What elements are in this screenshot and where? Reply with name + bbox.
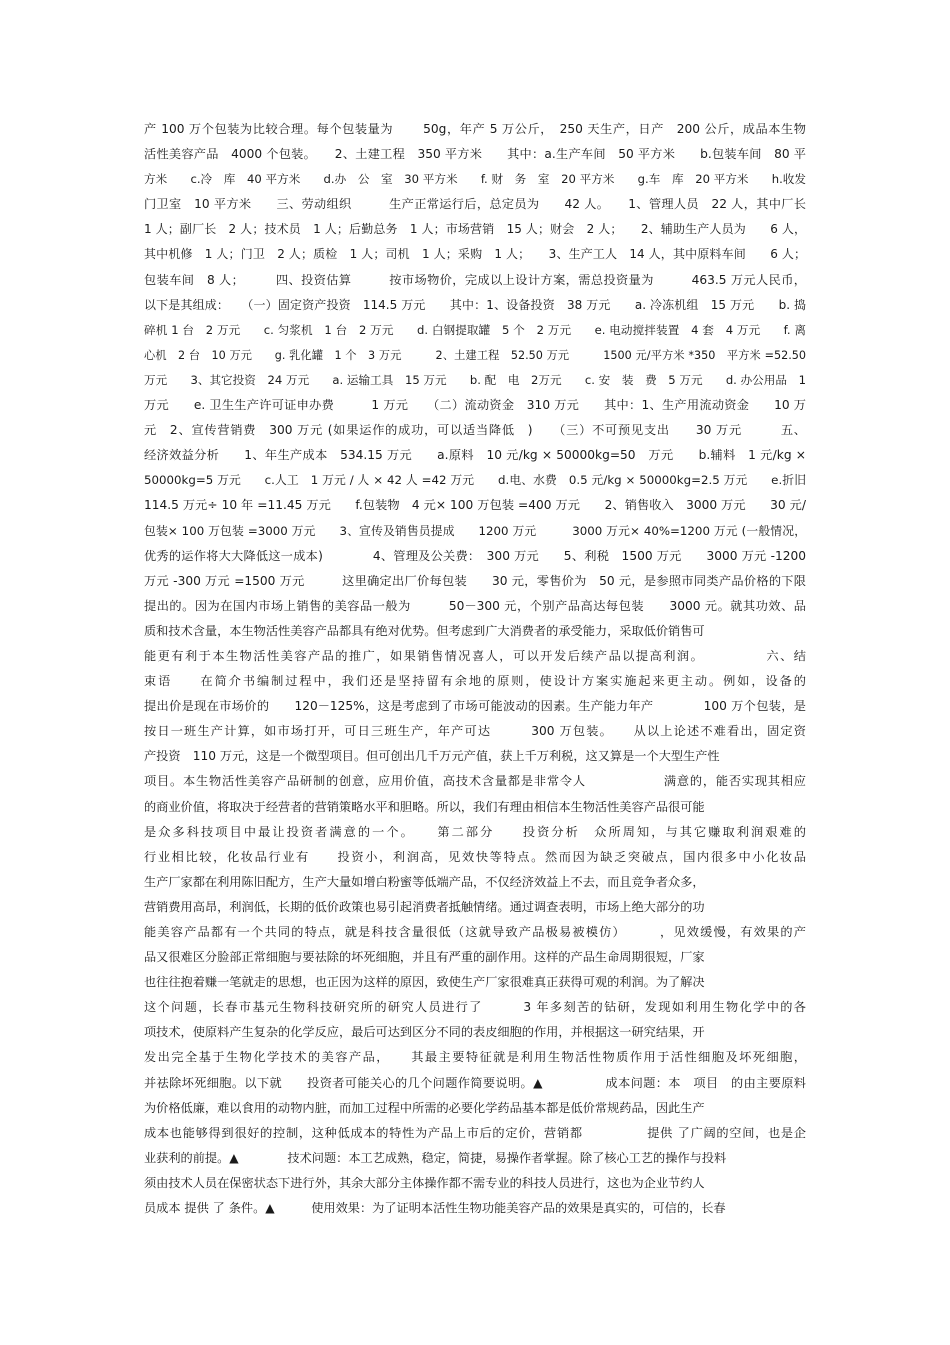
- text-line: 营销费用高昂，利润低，长期的低价政策也易引起消费者抵触情绪。通过调查表明，市场上绝大部分的功: [144, 899, 705, 914]
- text-line: 提出价是现在市场价的 120－125%，这是考虑到了市场可能波动的因素。生产能力年产 100 万个包装，是: [144, 699, 806, 714]
- text-line: 生产厂家都在利用陈旧配方，生产大量如增白粉蜜等低端产品，不仅经济效益上不去，而且竞争者众多，: [144, 874, 705, 889]
- text-line: 须由技术人员在保密状态下进行外，其余大部分主体操作都不需专业的科技人员进行，这也为企业节约人: [144, 1175, 705, 1190]
- text-line: 发出完全基于生物化学技术的美容产品， 其最主要特征就是利用生物活性物质作用于活性细胞及坏死细胞，: [144, 1050, 806, 1065]
- text-line: 束语 在简介书编制过程中，我们还是坚持留有余地的原则，使设计方案实施起来更主动。例如，设备的: [144, 674, 806, 689]
- text-line: 能更有利于本生物活性美容产品的推广，如果销售情况喜人，可以开发后续产品以提高利润。 六、结: [144, 648, 806, 663]
- text-line: 按日一班生产计算，如市场打开，可日三班生产，年产可达 300 万包装。 从以上论述不难看出，固定资: [144, 724, 806, 739]
- text-line: 也往往抱着赚一笔就走的思想，也正因为这样的原因，致使生产厂家很难真正获得可观的利润。为了解决: [144, 975, 705, 990]
- text-line: 行业相比较，化妆品行业有 投资小，利润高，见效快等特点。然而因为缺乏突破点，国内很多中小化妆品: [144, 849, 806, 864]
- text-line: 能美容产品都有一个共同的特点，就是科技含量很低（这就导致产品极易被模仿） ，见效缓慢，有效果的产: [144, 925, 806, 939]
- text-line: 114.5 万元÷ 10 年 =11.45 万元 f.包装物 4 元× 100 万包装 =400 万元 2、销售收入 3000 万元 30 元/: [144, 498, 806, 513]
- text-line: 并祛除坏死细胞。以下就 投资者可能关心的几个问题作简要说明。▲ 成本问题：本 项目 的由主要原料: [144, 1075, 806, 1090]
- text-line: 方米 c.冷 库 40 平方米 d.办 公 室 30 平方米 f. 财 务 室 20 平方米 g.车 库 20 平方米 h.收发: [144, 172, 806, 187]
- text-line: 碎机 1 台 2 万元 c. 匀浆机 1 台 2 万元 d. 白钢提取罐 5 个 2 万元 e. 电动搅拌装置 4 套 4 万元 f. 离: [144, 322, 806, 337]
- text-line: 门卫室 10 平方米 三、劳动组织 生产正常运行后，总定员为 42 人。 1、管理人员 22 人，其中厂长: [144, 197, 806, 212]
- text-line: 产 100 万个包装为比较合理。每个包装量为 50g，年产 5 万公斤， 250 天生产，日产 200 公斤，成品本生物: [144, 122, 806, 136]
- document-body: [144, 117, 806, 1221]
- text-line: 心机 2 台 10 万元 g. 乳化罐 1 个 3 万元 2、土建工程 52.50 万元 1500 元/平方米 *350 平方米 =52.50: [144, 348, 806, 362]
- text-line: 50000kg=5 万元 c.人工 1 万元 / 人 × 42 人 =42 万元 d.电、水费 0.5 元/kg × 50000kg=2.5 万元 e.折旧: [144, 473, 806, 488]
- text-line: 员成本 提供 了 条件。▲ 使用效果：为了证明本活性生物功能美容产品的效果是真实的，可信的，长春: [144, 1201, 726, 1216]
- text-line: 品又很难区分脸部正常细胞与要祛除的坏死细胞，并且有严重的副作用。这样的产品生命周期很短，厂家: [144, 950, 705, 965]
- text-line: 以下是其组成： （一）固定资产投资 114.5 万元 其中：1、设备投资 38 万元 a. 冷冻机组 15 万元 b. 捣: [144, 297, 806, 312]
- text-line: 质和技术含量，本生物活性美容产品都具有绝对优势。但考虑到广大消费者的承受能力，采取低价销售可: [144, 623, 705, 638]
- text-line: 产投资 110 万元，这是一个微型项目。但可创出几千万元产值，获上千万利税，这又算是一个大型生产性: [144, 749, 720, 764]
- text-line: 业获利的前提。▲ 技术问题：本工艺成熟，稳定，简捷，易操作者掌握。除了核心工艺的操作与投料: [144, 1150, 727, 1165]
- text-line: 包装× 100 万包装 =3000 万元 3、宣传及销售员提成 1200 万元 3000 万元× 40%=1200 万元 (一般情况，: [144, 523, 806, 538]
- text-line: 包装车间 8 人； 四、投资估算 按市场物价，完成以上设计方案，需总投资量为 463.5 万元人民币，: [144, 272, 806, 287]
- text-line: 元 2、宣传营销费 300 万元 (如果运作的成功，可以适当降低 ) （三）不可预见支出 30 万元 五、: [144, 423, 806, 438]
- text-line: 优秀的运作将大大降低这一成本) 4、管理及公关费： 300 万元 5、利税 1500 万元 3000 万元 -1200: [144, 548, 806, 563]
- text-line: 提出的。因为在国内市场上销售的美容品一般为 50－300 元，个别产品高达每包装 3000 元。就其功效、品: [144, 598, 806, 613]
- text-line: 的商业价值，将取决于经营者的营销策略水平和胆略。所以，我们有理由相信本生物活性美容产品很可能: [144, 799, 705, 814]
- text-line: 活性美容产品 4000 个包装。 2、土建工程 350 平方米 其中：a.生产车间 50 平方米 b.包装车间 80 平: [144, 147, 806, 162]
- text-line: 万元 e. 卫生生产许可证申办费 1 万元 （二）流动资金 310 万元 其中：1、生产用流动资金 10 万: [144, 398, 806, 413]
- text-line: 万元 -300 万元 =1500 万元 这里确定出厂价每包装 30 元，零售价为 50 元，是参照市同类产品价格的下限: [144, 573, 806, 588]
- text-line: 1 人；副厂长 2 人；技术员 1 人；后勤总务 1 人；市场营销 15 人；财会 2 人； 2、辅助生产人员为 6 人，: [144, 222, 806, 237]
- text-line: 成本也能够得到很好的控制，这种低成本的特性为产品上市后的定价，营销都 提供 了广阔的空间，也是企: [144, 1125, 806, 1140]
- text-line: 项技术，使原料产生复杂的化学反应，最后可达到区分不同的表皮细胞的作用，并根据这一研究结果，开: [144, 1025, 705, 1040]
- text-line: 项目。本生物活性美容产品研制的创意，应用价值，高技术含量都是非常令人 满意的，能否实现其相应: [144, 774, 806, 789]
- text-line: 为价格低廉，难以食用的动物内脏，而加工过程中所需的必要化学药品基本都是低价常规药品，因此生产: [144, 1100, 705, 1115]
- text-line: 这个问题，长春市基元生物科技研究所的研究人员进行了 3 年多刻苦的钻研，发现如利用生物化学中的各: [144, 1000, 806, 1015]
- text-line: 其中机修 1 人；门卫 2 人；质检 1 人；司机 1 人；采购 1 人； 3、生产工人 14 人，其中原料车间 6 人；: [144, 247, 806, 262]
- text-line: 万元 3、其它投资 24 万元 a. 运输工具 15 万元 b. 配 电 2万元 c. 安 装 费 5 万元 d. 办公用品 1: [144, 372, 806, 387]
- text-line: 经济效益分析 1、年生产成本 534.15 万元 a.原料 10 元/kg × 50000kg=50 万元 b.辅料 1 元/kg ×: [144, 448, 806, 463]
- section-heading-line: 是众多科技项目中最让投资者满意的一个。 第二部分 投资分析 众所周知，与其它赚取利润艰难的: [144, 824, 806, 839]
